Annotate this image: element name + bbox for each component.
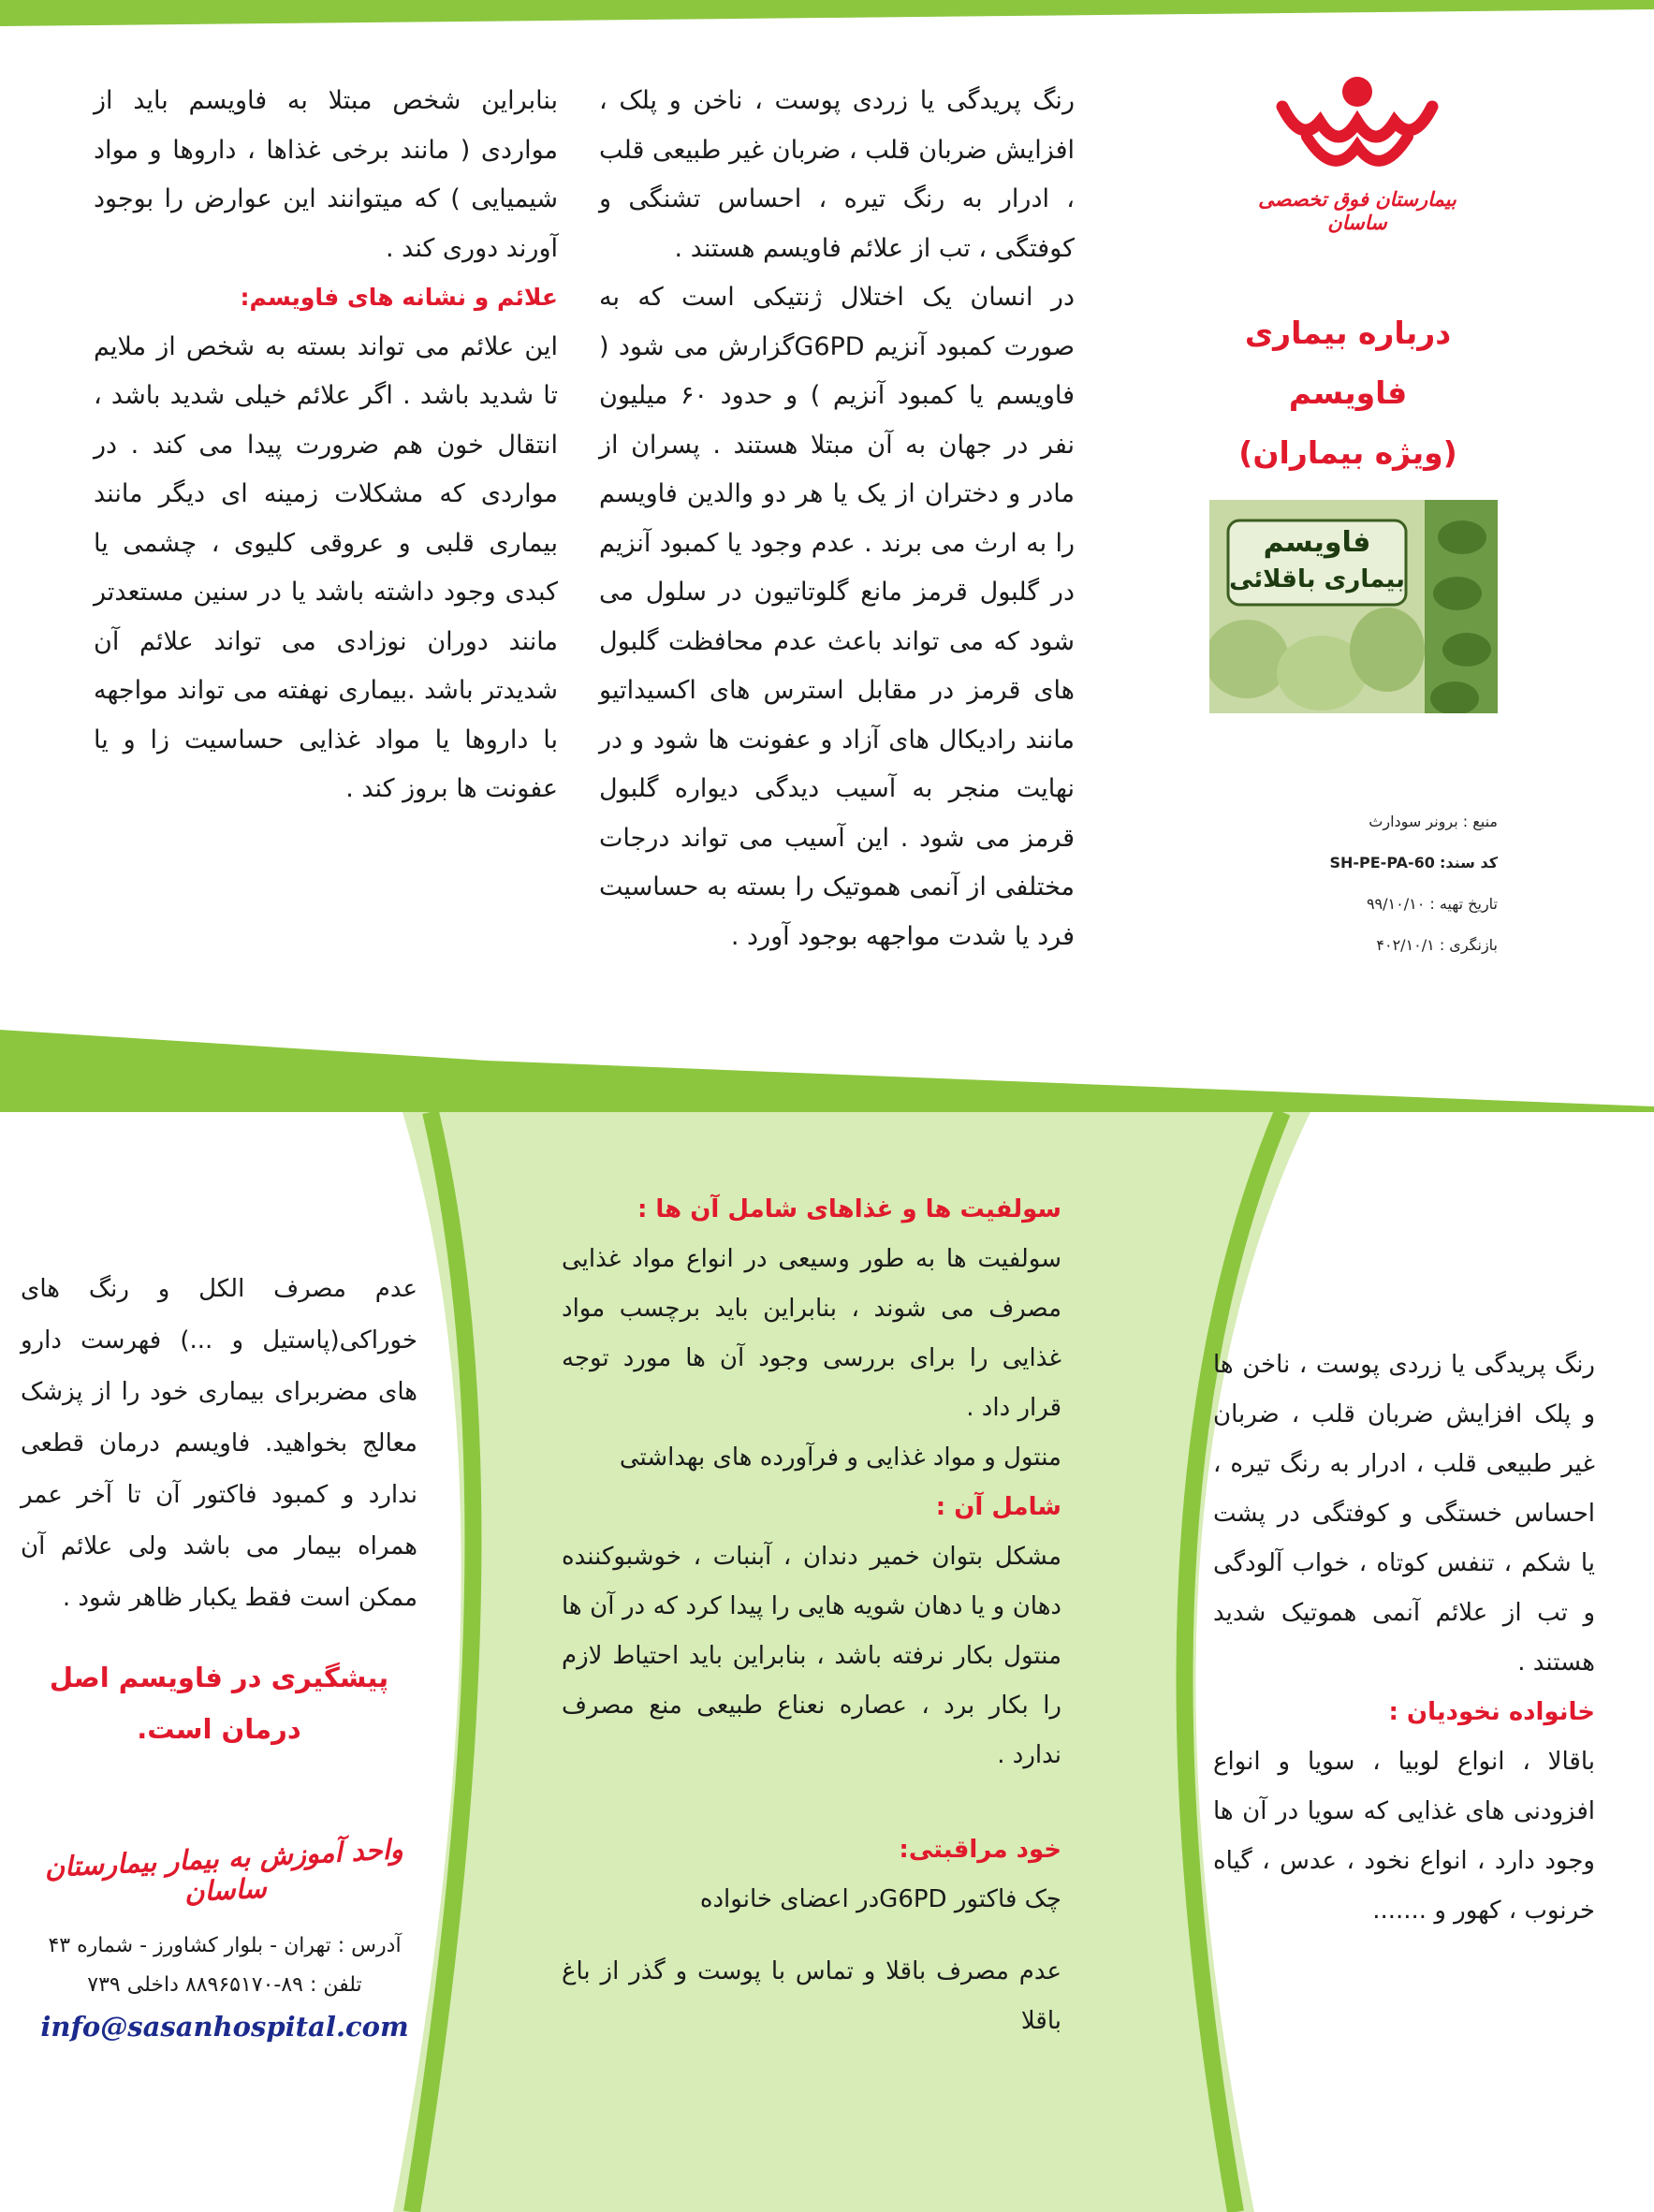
- page2-menthol-detail: مشکل بتوان خمیر دندان ، آبنبات ، خوشبوکننده دهان و یا دهان شویه هایی را پیدا کرد که در آن ها منتول بکار نرفته باشد ، بنابراین باید احتیاط لازم را بکار برد ، عصاره نعناع طبیعی منع مصرف ندارد .: [562, 1543, 1061, 1769]
- cover-title-1: فاویسم: [1263, 526, 1371, 559]
- page2-selfcare-item-2: عدم مصرف باقلا و تماس با پوست و گذر از باغ باقلا: [562, 1957, 1061, 2035]
- page2-menthol-body: منتول و مواد غذایی و فرآورده های بهداشتی: [619, 1443, 1061, 1472]
- page2-legumes-body: باقالا ، انواع لوبیا ، سویا و انواع افزودنی های غذایی که سویا در آن ها وجود دارد ، انواع نخود ، عدس ، گیاه خرنوب ، کهور و .......: [1213, 1748, 1595, 1925]
- middle-green-band: [0, 1030, 1654, 1112]
- cover-title-2: بیماری باقلائی: [1229, 565, 1405, 593]
- page2-symptoms-body: رنگ پریدگی یا زردی پوست ، ناخن ها و پلک افزایش ضربان قلب ، ضربان غیر طبیعی قلب ، ادرار به رنگ تیره ، احساس خستگی و کوفتگی در پشت یا شکم ، تنفس کوتاه ، خواب آلودگی و تب از علائم آنمی هموتیک شدید هستند .: [1213, 1351, 1595, 1677]
- contact-address: آدرس : تهران - بلوار کشاورز - شماره ۴۳: [48, 1934, 402, 1957]
- contact-phone: تلفن : ۸۹-۸۸۹۶۵۱۷۰ داخلی ۷۳۹: [87, 1973, 362, 1997]
- document-title: درباره بیماری فاویسم: [1244, 315, 1452, 411]
- hospital-name: بیمارستان فوق تخصصی ساسان: [1258, 187, 1456, 234]
- meta-code-value: SH-PE-PA-60: [1329, 854, 1435, 872]
- education-unit: واحد آموزش به بیمار بیمارستان ساسان: [43, 1833, 404, 1909]
- page1-middle-column: [599, 77, 1075, 961]
- page1-intro: بنابراین شخص مبتلا به فاویسم باید از مواردی ( مانند برخی غذاها ، داروها و مواد شیمیایی ) که میتوانند این عوارض را بوجود آورند دوری کند .: [94, 86, 558, 263]
- book-cover-image: [1209, 500, 1498, 713]
- page2-middle-column: [562, 1185, 1061, 2046]
- document-meta: [1217, 801, 1498, 966]
- top-green-band: [0, 0, 1654, 26]
- document-title-block: [1189, 303, 1507, 483]
- page2-left-column: [21, 1264, 417, 1755]
- page2-selfcare-item-1: چک فاکتور G6PDدر اعضای خانواده: [699, 1885, 1061, 1913]
- prevention-slogan: پیشگیری در فاویسم اصل درمان است.: [49, 1662, 389, 1745]
- page1-left-column: [94, 77, 558, 814]
- page1-paragraph-symptoms: رنگ پریدگی یا زردی پوست ، ناخن و پلک ، افزایش ضربان قلب ، ضربان غیر طبیعی قلب ، ادرار به رنگ تیره ، احساس تشنگی و کوفتگی ، تب از علائم فاویسم هستند .: [599, 86, 1075, 263]
- page2-selfcare-heading: خود مراقبتی:: [899, 1836, 1061, 1864]
- page2-sulfite-body: سولفیت ها به طور وسیعی در انواع مواد غذایی مصرف می شوند ، بنابراین باید برچسب مواد غذایی را برای بررسی وجود آن ها مورد توجه قرار داد .: [562, 1245, 1061, 1422]
- meta-source: منبع : برونر سودارث: [1369, 813, 1498, 830]
- document-subtitle: (ویژه بیماران): [1238, 434, 1457, 471]
- page2-legumes-heading: خانواده نخودیان :: [1388, 1698, 1595, 1726]
- meta-review: بازنگری : ۴۰۲/۱۰/۱: [1376, 936, 1498, 954]
- meta-code: [1217, 842, 1498, 884]
- page1-signs-body: این علائم می تواند بسته به شخص از ملایم تا شدید باشد . اگر علائم خیلی شدید باشد ، انتقال خون هم ضرورت پیدا می کند . در مواردی که مشکلات زمینه ای دیگر مانند بیماری قلبی و عروقی کلیوی ، چشمی یا کبدی وجود داشته باشد یا در سنین مستعدتر مانند دوران نوزادی می تواند علائم آن شدیدتر باشد .بیماری نهفته می تواند مواجهه با داروها یا مواد غذایی حساسیت زا و یا عفونت ها بروز کند .: [94, 331, 558, 803]
- page2-menthol-heading: شامل آن :: [935, 1493, 1061, 1521]
- logo-mark: [1245, 67, 1470, 180]
- contact-block: [19, 1833, 431, 2043]
- page1-signs-heading: علائم و نشانه های فاویسم:: [240, 284, 558, 311]
- meta-code-label: کد سند:: [1439, 854, 1498, 872]
- page2-left-body: عدم مصرف الکل و رنگ های خوراکی(پاستیل و ...) فهرست دارو های مضربرای بیماری خود را از پزشک معالج بخواهید. فاویسم درمان قطعی ندارد و کمبود فاکتور آن تا آخر عمر همراه بیمار می باشد ولی علائم آن ممکن است فقط یکبار ظاهر شود .: [21, 1275, 417, 1612]
- page1-paragraph-genetics: در انسان یک اختلال ژنتیکی است که به صورت کمبود آنزیم G6PDگزارش می شود ( فاویسم یا کمبود آنزیم ) و حدود ۶۰ میلیون نفر در جهان به آن مبتلا هستند . پسران از مادر و دختران از یک یا هر دو والدین فاویسم را به ارث می برند . عدم وجود یا کمبود آنزیم در گلبول قرمز مانع گلوتاتیون در سلول می شود که می تواند باعث عدم محافظت گلبول های قرمز در مقابل استرس های اکسیداتیو مانند رادیکال های آزاد و عفونت ها شود و در نهایت منجر به آسیب دیدگی دیواره گلبول قرمز می شود . این آسیب می تواند درجات مختلفی از آنمی هموتیک را بسته به حساسیت فرد یا شدت مواجهه بوجود آورد .: [599, 283, 1075, 951]
- hospital-logo: [1245, 67, 1470, 234]
- page2-sulfite-heading: سولفیت ها و غذاهای شامل آن ها :: [637, 1195, 1061, 1223]
- page2-right-column: [1213, 1340, 1595, 1936]
- contact-email[interactable]: info@sasanhospital.com: [40, 2011, 409, 2043]
- meta-prep-date: تاریخ تهیه : ۹۹/۱۰/۱۰: [1366, 895, 1498, 913]
